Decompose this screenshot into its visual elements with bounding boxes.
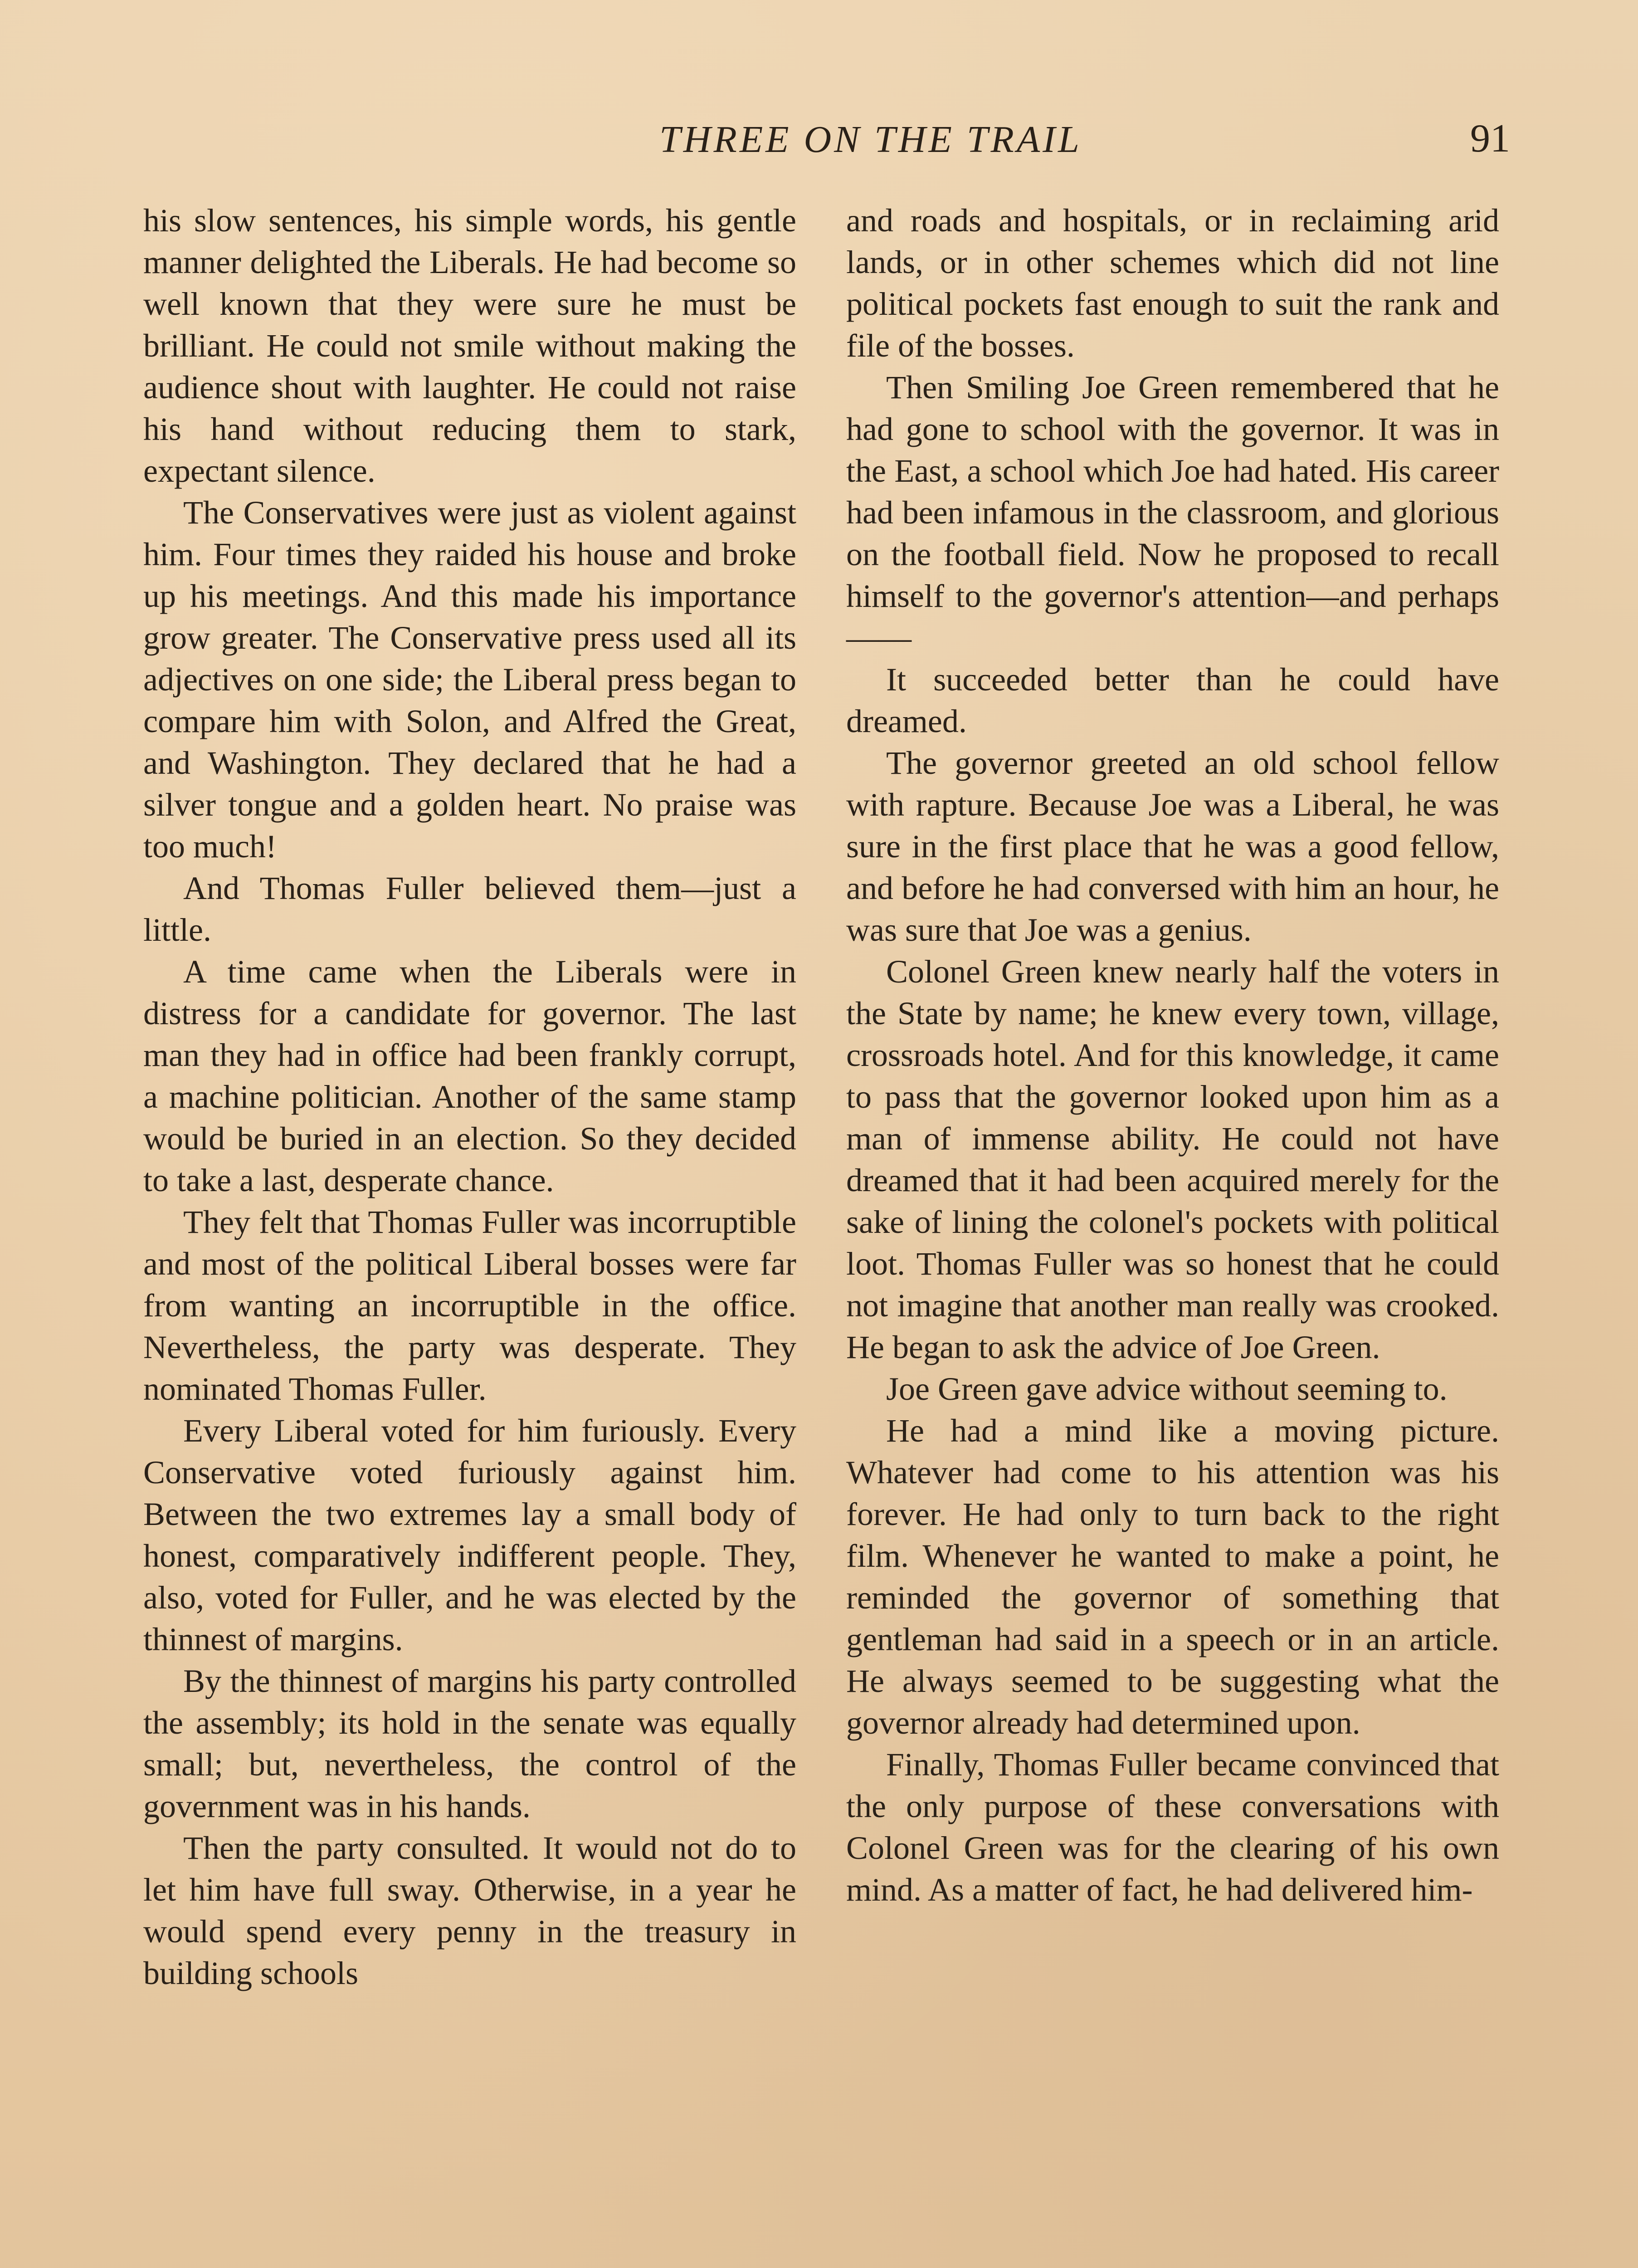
left-column xyxy=(143,200,796,1994)
paragraph: And Thomas Fuller believed them—just a little. xyxy=(143,870,796,948)
paragraph: his slow sentences, his simple words, his gentle manner delighted the Liberals. He had become so well known that they were sure he must be brilliant. He could not smile without making the audience shout with laughter. He could not raise his hand without reducing them to stark, expectant silence. xyxy=(143,202,796,489)
paragraph: The Conservatives were just as violent against him. Four times they raided his house and broke up his meetings. And this made his importance grow greater. The Conservative press used all its adjectives on one side; the Liberal press began to compare him with Solon, and Alfred the Great, and Washington. They declared that he had a silver tongue and a golden heart. No praise was too much! xyxy=(143,494,796,865)
page-number: 91 xyxy=(1470,117,1510,161)
paragraph: Every Liberal voted for him furiously. Every Conservative voted furiously against him. Between the two extremes lay a small body of honest, comparatively indifferent people. They, also, voted for Fuller, and he was elected by the thinnest of margins. xyxy=(143,1413,796,1657)
paragraph: Then Smiling Joe Green remembered that he had gone to school with the governor. It was in the East, a school which Joe had hated. His career had been infamous in the classroom, and glorious on the football field. Now he proposed to recall himself to the governor's attention—and perhaps—— xyxy=(846,369,1499,656)
paragraph: They felt that Thomas Fuller was incorruptible and most of the political Liberal bosses were far from wanting an incorruptible in the office. Nevertheless, the party was desperate. They nominated Thomas Fuller. xyxy=(143,1204,796,1407)
paragraph: The governor greeted an old school fellow with rapture. Because Joe was a Liberal, he was sure in the first place that he was a good fellow, and before he had conversed with him an hour, he was sure that Joe was a genius. xyxy=(846,745,1499,948)
paragraph: Joe Green gave advice without seeming to. xyxy=(886,1371,1448,1407)
paragraph: and roads and hospitals, or in reclaiming arid lands, or in other schemes which did not line political pockets fast enough to suit the rank and file of the bosses. xyxy=(846,202,1499,364)
paragraph: Finally, Thomas Fuller became convinced that the only purpose of these conversations with Colonel Green was for the clearing of his own mind. As a matter of fact, he had delivered him- xyxy=(846,1746,1499,1908)
paragraph: It succeeded better than he could have dreamed. xyxy=(846,661,1499,739)
right-column xyxy=(846,200,1499,1911)
running-title: THREE ON THE TRAIL xyxy=(659,118,1082,161)
paragraph: By the thinnest of margins his party controlled the assembly; its hold in the senate was equally small; but, nevertheless, the control of the government was in his hands. xyxy=(143,1663,796,1824)
paragraph: He had a mind like a moving picture. Whatever had come to his attention was his forever. He had only to turn back to the right film. Whenever he wanted to make a point, he reminded the governor of something that gentleman had said in a speech or in an article. He always seemed to be suggesting what the governor already had determined upon. xyxy=(846,1413,1499,1741)
paragraph: Colonel Green knew nearly half the voters in the State by name; he knew every town, village, crossroads hotel. And for this knowledge, it came to pass that the governor looked upon him as a man of immense ability. He could not have dreamed that it had been acquired merely for the sake of lining the colonel's pockets with political loot. Thomas Fuller was so honest that he could not imagine that another man really was crooked. He began to ask the advice of Joe Green. xyxy=(846,953,1499,1365)
paragraph: A time came when the Liberals were in distress for a candidate for governor. The last man they had in office had been frankly corrupt, a machine politician. Another of the same stamp would be buried in an election. So they decided to take a last, desperate chance. xyxy=(143,953,796,1198)
paragraph: Then the party consulted. It would not do to let him have full sway. Otherwise, in a year he would spend every penny in the treasury in building schools xyxy=(143,1830,796,1991)
